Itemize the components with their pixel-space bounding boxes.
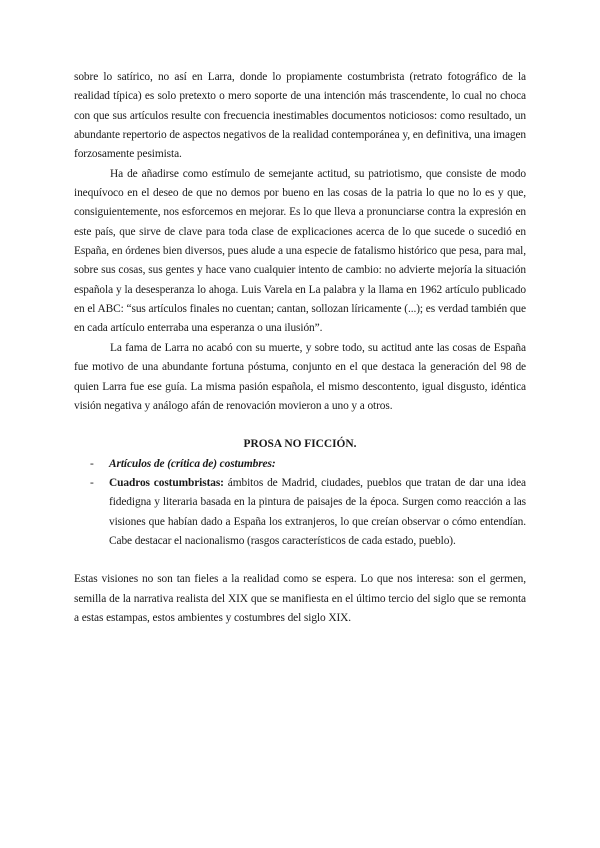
document-page	[74, 68, 526, 628]
paragraph-2: Ha de añadirse como estímulo de semejante actitud, su patriotismo, que consiste de modo inequívoco en el deseo de que no demos por bueno en las cosas de la patria lo que no lo es y que, consiguientemente, nos esforcemos en mejorar. Es lo que lleva a pronunciarse contra la expresión en este país, que sirve de clave para toda clase de explicaciones acerca de lo que sucede o sucedió en España, en órdenes bien diversos, pues alude a una especie de fatalismo histórico que pesa, para mal, sobre sus cosas, sus gentes y hace vano cualquier intento de cambio: no advierte mejoría la situación española y la desesperanza lo ahoga. Luis Varela en La palabra y la llama en 1962 artículo publicado en el ABC: “sus artículos finales no cuentan; cantan, sollozan líricamente (...); es verdad también que en cada artículo enterraba una esperanza o una ilusión”.	[74, 167, 526, 335]
dash-marker: -	[90, 476, 94, 489]
list-item	[74, 474, 526, 551]
paragraph-1: sobre lo satírico, no así en Larra, donde lo propiamente costumbrista (retrato fotográfico de la realidad típica) es solo pretexto o mero soporte de una intención más trascendente, lo cual no choca con que sus artículos resulte con frecuencia inestimables documentos noticiosos: como resultado, un abundante repertorio de aspectos negativos de la realidad contemporánea y, en definitiva, una imagen forzosamente pesimista.	[74, 71, 526, 161]
dash-marker: -	[90, 457, 94, 470]
section-heading: PROSA NO FICCIÓN.	[243, 438, 357, 451]
paragraph-4: Estas visiones no son tan fieles a la realidad como se espera. Lo que nos interesa: son el germen, semilla de la narrativa realista del XIX que se manifiesta en el último tercio del siglo que se remonta a estas estampas, estos ambientes y costumbres del siglo XIX.	[74, 573, 526, 624]
paragraph-3: La fama de Larra no acabó con su muerte, y sobre todo, su actitud ante las cosas de España fue motivo de una abundante fortuna póstuma, conjunto en el que destaca la generación del 98 de quien Larra fue ese guía. La misma pasión española, el mismo descontento, igual disgusto, idéntica visión negativa y análogo afán de renovación movieron a uno y a otros.	[74, 341, 526, 412]
list-item-term: Artículos de (crítica de) costumbres:	[109, 457, 276, 470]
list-item-term: Cuadros costumbristas:	[109, 476, 224, 489]
list-item	[74, 455, 526, 474]
bullet-list	[74, 455, 526, 552]
list-item-text: ámbitos de Madrid, ciudades, pueblos que tratan de dar una idea fidedigna y literaria basada en la pintura de paisajes de la época. Surgen como reacción a las visiones que habían dado a España los extranjeros, lo que creían observar o cómo entendían. Cabe destacar el nacionalismo (rasgos característicos de cada estado, pueblo).	[109, 476, 526, 547]
